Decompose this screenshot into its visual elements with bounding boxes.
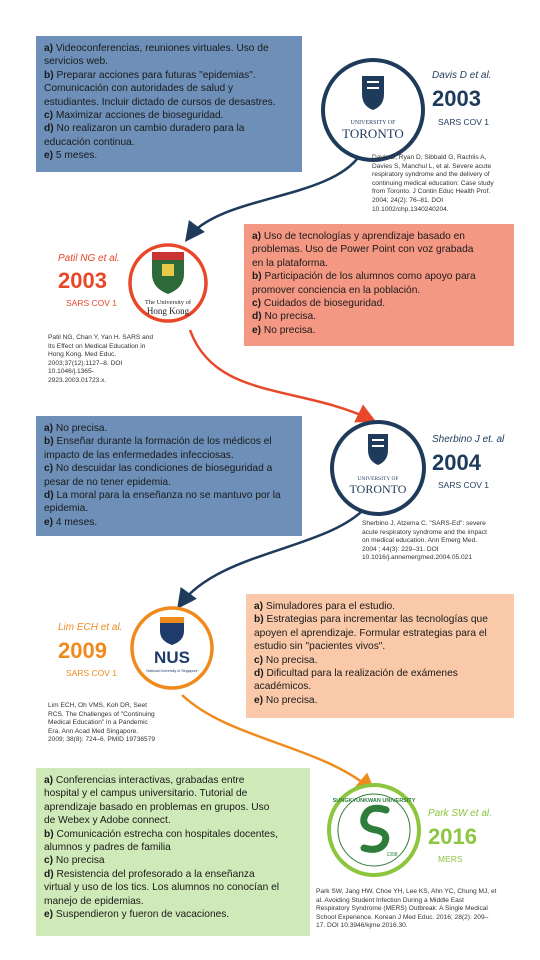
findings-box-sherbino	[36, 416, 302, 536]
nus-logo	[130, 605, 214, 691]
reference-text: Patil NG, Chan Y, Yan H. SARS and Its Effect on Medical Education in Hong Kong. Med Educ. 2003;37(12):1127–8. DOI 10.1046/j.1365- 2923.2003.01723.x.	[48, 334, 154, 384]
logo-text-line1: SUNGKYUNKWAN UNIVERSITY	[332, 798, 416, 804]
finding-line: c) No descuidar las condiciones de bioseguridad a	[44, 463, 273, 475]
sungkyunkwan-university-logo	[326, 782, 422, 878]
finding-line: d) Dificultad para la realización de exámenes	[254, 668, 458, 680]
finding-line: c) No precisa	[44, 855, 105, 867]
finding-line: c) No precisa.	[254, 654, 318, 666]
finding-line: a) Simuladores para el estudio.	[254, 601, 396, 612]
year-label: 2003	[58, 268, 107, 293]
finding-line: problemas. Uso de Power Point con voz grabada	[252, 244, 474, 256]
reference-text: Davis D, Ryan D, Sibbald G, Rachlis A, Davies S, Manchul L, et al. Severe acute respiratory syndrome and the delivery of continuing medical education: Case study from Toronto. J Contin Educ Health Prof. 2004; 24(2): 76–81. DOI 10.1002/chp.1340240204.	[372, 154, 494, 213]
finding-line: epidemia.	[44, 503, 89, 515]
university-toronto-logo	[318, 58, 428, 163]
logo-text-line2: TORONTO	[349, 482, 407, 496]
virus-label: MERS	[438, 854, 463, 864]
year-label: 2003	[432, 86, 481, 111]
finding-line: servicios web.	[44, 56, 108, 68]
finding-line: a) Uso de tecnologías y aprendizaje basado en	[252, 231, 465, 242]
finding-line: b) Estrategias para incrementar las tecnologías que	[254, 614, 488, 626]
finding-line: e) 4 meses.	[44, 516, 98, 528]
finding-line: académicos.	[254, 681, 312, 693]
logo-text-line2: Hong Kong	[146, 306, 190, 316]
finding-line: a) Conferencias interactivas, grabadas entre	[44, 775, 245, 786]
finding-line: impacto de las enfermedades infecciosas.	[44, 449, 234, 461]
finding-line: c) Cuidados de bioseguridad.	[252, 298, 386, 310]
author-label: Davis D et al.	[432, 70, 492, 81]
author-label: Park SW et al.	[428, 808, 492, 819]
virus-label: SARS COV 1	[66, 668, 118, 678]
year-label: 2016	[428, 824, 477, 849]
finding-line: e) No precisa.	[254, 694, 318, 706]
finding-line: d) Resistencia del profesorado a la enseñanza	[44, 868, 255, 880]
finding-line: d) La moral para la enseñanza no se mantuvo por la	[44, 490, 281, 502]
finding-line: c) Maximizar acciones de bioseguridad.	[44, 110, 224, 122]
logo-text-line2: TORONTO	[342, 126, 404, 141]
finding-line: b) Preparar acciones para futuras "epidemias".	[44, 69, 256, 81]
reference-text: Lim ECH, Oh VMS, Koh DR, Seet RCS. The Challenges of "Continuing Medical Education" in a Pandemic Era. Ann Acad Med Singapore. 2009; 38(8): 724–6. PMID 19736579	[48, 702, 156, 744]
author-label: Lim ECH et al.	[58, 622, 123, 633]
logo-text-line2: National University of Singapore	[146, 669, 198, 673]
logo-text-line1: UNIVERSITY OF	[350, 120, 396, 126]
university-toronto-logo	[328, 418, 428, 518]
logo-text-line1: NUS	[154, 648, 190, 667]
finding-line: b) Comunicación estrecha con hospitales docentes,	[44, 828, 278, 840]
findings-box-patil	[244, 224, 514, 346]
finding-line: e) Suspendieron y fueron de vacaciones.	[44, 909, 230, 921]
finding-line: educación continua.	[44, 136, 135, 148]
finding-line: a) No precisa.	[44, 423, 108, 434]
finding-line: manejo de epidemias.	[44, 895, 144, 907]
year-label: 2004	[432, 450, 481, 475]
finding-line: hospital y el campus universitario. Tutorial de	[44, 788, 248, 800]
reference-text: Park SW, Jang HW, Choe YH, Lee KS, Ahn YC, Chung MJ, et al. Avoiding Student Infection During a Middle East Respiratory Syndrome (MERS) Outbreak: A Single Medical School Experience. Korean J Med Educ. 2016; 28(2): 209– 17. DOI 10.3946/kjme.2016.30.	[316, 888, 497, 930]
finding-line: aprendizaje basado en problemas en grupos. Uso	[44, 801, 270, 813]
virus-label: SARS COV 1	[438, 480, 490, 490]
virus-label: SARS COV 1	[66, 298, 118, 308]
finding-line: e) 5 meses.	[44, 150, 98, 162]
finding-line: d) No realizaron un cambio duradero para la	[44, 123, 245, 135]
finding-line: estudio sin "pacientes vivos".	[254, 641, 386, 653]
finding-line: virtual y uso de los tics. Los alumnos no conocían el	[44, 882, 280, 894]
finding-line: apoyen el aprendizaje. Formular estrategias para el	[254, 627, 487, 639]
finding-line: estudiantes. Incluir dictado de cursos de desastres.	[44, 96, 276, 108]
finding-line: en la plataforma.	[252, 257, 328, 269]
logo-text-line1: The University of	[144, 299, 192, 306]
author-label: Patil NG et al.	[58, 253, 120, 264]
findings-box-davis	[36, 36, 302, 172]
finding-line: b) Enseñar durante la formación de los médicos el	[44, 436, 272, 448]
logo-text-line1: UNIVERSITY OF	[357, 476, 399, 482]
author-label: Sherbino J et. al	[432, 434, 505, 445]
finding-line: e) No precisa.	[252, 324, 316, 336]
finding-line: promover conciencia en la población.	[252, 284, 421, 296]
year-label: 2009	[58, 638, 107, 663]
university-hongkong-logo	[128, 238, 208, 328]
findings-box-park	[36, 768, 310, 936]
finding-line: d) No precisa.	[252, 311, 316, 323]
logo-text-line2: 1398	[386, 852, 398, 858]
findings-box-lim	[246, 594, 514, 718]
finding-line: de Webex y Adobe connect.	[44, 815, 171, 827]
finding-line: alumnos y padres de familia	[44, 842, 171, 854]
finding-line: a) Videoconferencias, reuniones virtuales. Uso de	[44, 43, 269, 54]
finding-line: pesar de no tener epidemia.	[44, 476, 171, 488]
finding-line: b) Participación de los alumnos como apoyo para	[252, 271, 476, 283]
virus-label: SARS COV 1	[438, 117, 490, 127]
reference-text: Sherbino J, Atzema C. "SARS-Ed": severe acute respiratory syndrome and the impact on medical education. Ann Emerg Med. 2004 ; 44(3): 229–31. DOI 10.1016/j.annemergmed.2004.05.021	[362, 520, 487, 562]
finding-line: Comunicación con autoridades de salud y	[44, 83, 234, 95]
